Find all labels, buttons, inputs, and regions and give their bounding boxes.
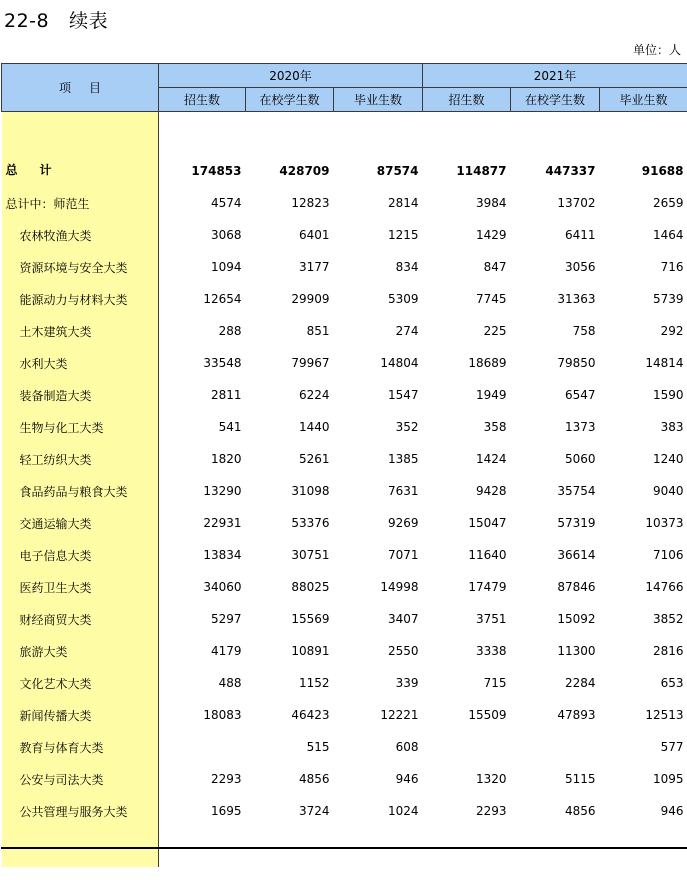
table-cell: 15509 xyxy=(468,708,507,722)
header-year-2020: 2020年 xyxy=(159,64,423,88)
header-year-2021: 2021年 xyxy=(423,64,687,88)
table-cell: 10373 xyxy=(645,516,684,530)
table-cell: 577 xyxy=(660,740,684,754)
table-row xyxy=(2,539,687,571)
table-cell: 31363 xyxy=(557,292,596,306)
table-row xyxy=(2,443,687,475)
table-cell: 2293 xyxy=(475,804,507,818)
row-label: 医药卫生大类 xyxy=(2,571,159,603)
row-label: 财经商贸大类 xyxy=(2,603,159,635)
table-cell: 3751 xyxy=(475,612,507,626)
table-cell: 2284 xyxy=(564,676,596,690)
table-row xyxy=(2,731,687,763)
table-cell: 2814 xyxy=(387,196,419,210)
row-label: 水利大类 xyxy=(2,347,159,379)
table-cell: 4574 xyxy=(210,196,242,210)
table-cell: 1215 xyxy=(387,228,419,242)
table-row xyxy=(2,187,687,219)
table-cell: 114877 xyxy=(456,164,507,178)
row-label: 总计中：师范生 xyxy=(2,187,159,219)
table-cell: 3852 xyxy=(652,612,684,626)
row-label: 旅游大类 xyxy=(2,635,159,667)
table-cell: 1152 xyxy=(298,676,330,690)
table-cell: 14766 xyxy=(645,580,684,594)
row-label: 教育与体育大类 xyxy=(2,731,159,763)
table-row xyxy=(2,667,687,699)
table-row xyxy=(2,603,687,635)
table-cell: 12513 xyxy=(645,708,684,722)
table-cell: 79967 xyxy=(291,356,330,370)
table-cell: 7106 xyxy=(652,548,684,562)
table-body xyxy=(2,112,687,868)
unit-label: 单位：人 xyxy=(632,43,681,57)
table-cell: 7631 xyxy=(387,484,419,498)
table-cell: 3177 xyxy=(298,260,330,274)
row-label: 电子信息大类 xyxy=(2,539,159,571)
table-cell: 1373 xyxy=(564,420,596,434)
table-cell: 9040 xyxy=(652,484,684,498)
table-cell: 36614 xyxy=(557,548,596,562)
table-cell: 13834 xyxy=(203,548,242,562)
table-row xyxy=(2,795,687,827)
table-cell: 339 xyxy=(395,676,419,690)
table-cell: 2293 xyxy=(210,772,242,786)
table-cell: 22931 xyxy=(203,516,242,530)
table-cell: 3068 xyxy=(210,228,242,242)
table-cell: 53376 xyxy=(291,516,330,530)
table-cell: 12654 xyxy=(203,292,242,306)
table-cell: 1095 xyxy=(652,772,684,786)
table-cell: 34060 xyxy=(203,580,242,594)
table-cell: 7745 xyxy=(475,292,507,306)
header-col: 毕业生数 xyxy=(600,88,687,112)
row-label: 生物与化工大类 xyxy=(2,411,159,443)
table-cell: 834 xyxy=(395,260,419,274)
table-cell: 9428 xyxy=(475,484,507,498)
table-cell: 4856 xyxy=(564,804,596,818)
table-row xyxy=(2,379,687,411)
table-cell: 18689 xyxy=(468,356,507,370)
row-label: 新闻传播大类 xyxy=(2,699,159,731)
row-label: 能源动力与材料大类 xyxy=(2,283,159,315)
table-cell: 1429 xyxy=(475,228,507,242)
row-label: 轻工纺织大类 xyxy=(2,443,159,475)
table-cell: 5060 xyxy=(564,452,596,466)
row-label: 资源环境与安全大类 xyxy=(2,251,159,283)
row-label: 总计 xyxy=(2,112,159,188)
table-cell: 2659 xyxy=(652,196,684,210)
table-cell: 515 xyxy=(306,740,330,754)
table-row xyxy=(2,315,687,347)
table-cell: 18083 xyxy=(203,708,242,722)
table-cell: 1385 xyxy=(387,452,419,466)
table-cell: 3724 xyxy=(298,804,330,818)
row-label: 交通运输大类 xyxy=(2,507,159,539)
table-cell: 31098 xyxy=(291,484,330,498)
table-cell: 608 xyxy=(395,740,419,754)
table-cell xyxy=(511,731,600,763)
table-cell: 4856 xyxy=(298,772,330,786)
header-col: 在校学生数 xyxy=(511,88,600,112)
table-row xyxy=(2,507,687,539)
table-cell: 3984 xyxy=(475,196,507,210)
table-row xyxy=(2,475,687,507)
table-cell: 541 xyxy=(218,420,242,434)
table-cell: 715 xyxy=(483,676,507,690)
table-cell: 12823 xyxy=(291,196,330,210)
header-col: 招生数 xyxy=(423,88,511,112)
table-cell: 3338 xyxy=(475,644,507,658)
row-label: 装备制造大类 xyxy=(2,379,159,411)
table-cell: 352 xyxy=(395,420,419,434)
table-bottom-rule xyxy=(1,847,687,849)
table-cell: 14804 xyxy=(380,356,419,370)
table-cell: 13702 xyxy=(557,196,596,210)
table-cell: 5309 xyxy=(387,292,419,306)
table-cell: 174853 xyxy=(191,164,242,178)
table-cell: 15569 xyxy=(291,612,330,626)
row-label: 公安与司法大类 xyxy=(2,763,159,795)
table-cell: 6401 xyxy=(298,228,330,242)
table-cell: 5261 xyxy=(298,452,330,466)
table-cell: 1820 xyxy=(210,452,242,466)
table-cell: 1695 xyxy=(210,804,242,818)
table-cell: 5297 xyxy=(210,612,242,626)
table-title-text: 续表 xyxy=(69,10,109,32)
table-row xyxy=(2,635,687,667)
table-cell: 1424 xyxy=(475,452,507,466)
header-col: 在校学生数 xyxy=(246,88,334,112)
table-cell: 288 xyxy=(218,324,242,338)
table-cell: 87846 xyxy=(557,580,596,594)
table-cell: 847 xyxy=(483,260,507,274)
header-item: 项目 xyxy=(2,64,159,112)
table-cell: 29909 xyxy=(291,292,330,306)
table-cell: 488 xyxy=(218,676,242,690)
table-cell: 11300 xyxy=(557,644,596,658)
table-cell: 33548 xyxy=(203,356,242,370)
table-cell: 79850 xyxy=(557,356,596,370)
table-cell: 7071 xyxy=(387,548,419,562)
table-cell: 358 xyxy=(483,420,507,434)
table-cell: 87574 xyxy=(376,164,419,178)
table-cell: 5739 xyxy=(652,292,684,306)
table-cell: 15092 xyxy=(557,612,596,626)
table-cell: 1240 xyxy=(652,452,684,466)
page-title xyxy=(4,6,108,33)
table-cell: 10891 xyxy=(291,644,330,658)
statistics-table-container xyxy=(1,63,687,849)
table-cell: 1547 xyxy=(387,388,419,402)
row-label: 食品药品与粮食大类 xyxy=(2,475,159,507)
header-col: 毕业生数 xyxy=(334,88,423,112)
table-cell: 6224 xyxy=(298,388,330,402)
table-row xyxy=(2,571,687,603)
table-row xyxy=(2,763,687,795)
table-row xyxy=(2,347,687,379)
table-cell: 11640 xyxy=(468,548,507,562)
table-cell: 2811 xyxy=(210,388,242,402)
statistics-table xyxy=(1,63,687,867)
row-label: 土木建筑大类 xyxy=(2,315,159,347)
table-cell: 1590 xyxy=(652,388,684,402)
table-cell: 5115 xyxy=(564,772,596,786)
table-cell xyxy=(423,731,511,763)
table-cell: 6547 xyxy=(564,388,596,402)
table-cell: 3407 xyxy=(387,612,419,626)
table-cell: 1094 xyxy=(210,260,242,274)
table-cell: 225 xyxy=(483,324,507,338)
table-cell: 716 xyxy=(660,260,684,274)
table-cell: 383 xyxy=(660,420,684,434)
table-cell: 14998 xyxy=(380,580,419,594)
table-cell: 57319 xyxy=(557,516,596,530)
table-row xyxy=(2,411,687,443)
table-cell: 9269 xyxy=(387,516,419,530)
table-cell: 1440 xyxy=(298,420,330,434)
table-cell: 15047 xyxy=(468,516,507,530)
table-cell: 88025 xyxy=(291,580,330,594)
table-row xyxy=(2,283,687,315)
table-cell: 447337 xyxy=(545,164,596,178)
table-cell: 35754 xyxy=(557,484,596,498)
table-cell: 12221 xyxy=(380,708,419,722)
table-cell: 2550 xyxy=(387,644,419,658)
table-cell: 851 xyxy=(306,324,330,338)
table-cell: 30751 xyxy=(291,548,330,562)
table-row xyxy=(2,219,687,251)
table-cell: 1464 xyxy=(652,228,684,242)
table-cell: 1320 xyxy=(475,772,507,786)
table-cell: 946 xyxy=(660,804,684,818)
table-cell: 428709 xyxy=(279,164,330,178)
header-col: 招生数 xyxy=(159,88,246,112)
table-cell: 91688 xyxy=(641,164,684,178)
table-cell: 6411 xyxy=(564,228,596,242)
table-cell: 13290 xyxy=(203,484,242,498)
row-label: 公共管理与服务大类 xyxy=(2,795,159,827)
table-cell: 292 xyxy=(660,324,684,338)
table-cell: 3056 xyxy=(564,260,596,274)
table-cell: 4179 xyxy=(210,644,242,658)
table-cell: 758 xyxy=(572,324,596,338)
table-cell: 274 xyxy=(395,324,419,338)
table-cell: 14814 xyxy=(645,356,684,370)
row-label: 农林牧渔大类 xyxy=(2,219,159,251)
table-row xyxy=(2,112,687,188)
table-row xyxy=(2,699,687,731)
table-cell: 47893 xyxy=(557,708,596,722)
table-cell: 17479 xyxy=(468,580,507,594)
table-cell: 946 xyxy=(395,772,419,786)
table-code: 22-8 xyxy=(4,10,50,32)
table-cell: 2816 xyxy=(652,644,684,658)
table-row xyxy=(2,251,687,283)
table-cell: 1949 xyxy=(475,388,507,402)
table-cell: 1024 xyxy=(387,804,419,818)
table-cell: 653 xyxy=(660,676,684,690)
row-label: 文化艺术大类 xyxy=(2,667,159,699)
table-cell: 46423 xyxy=(291,708,330,722)
table-cell xyxy=(159,731,246,763)
